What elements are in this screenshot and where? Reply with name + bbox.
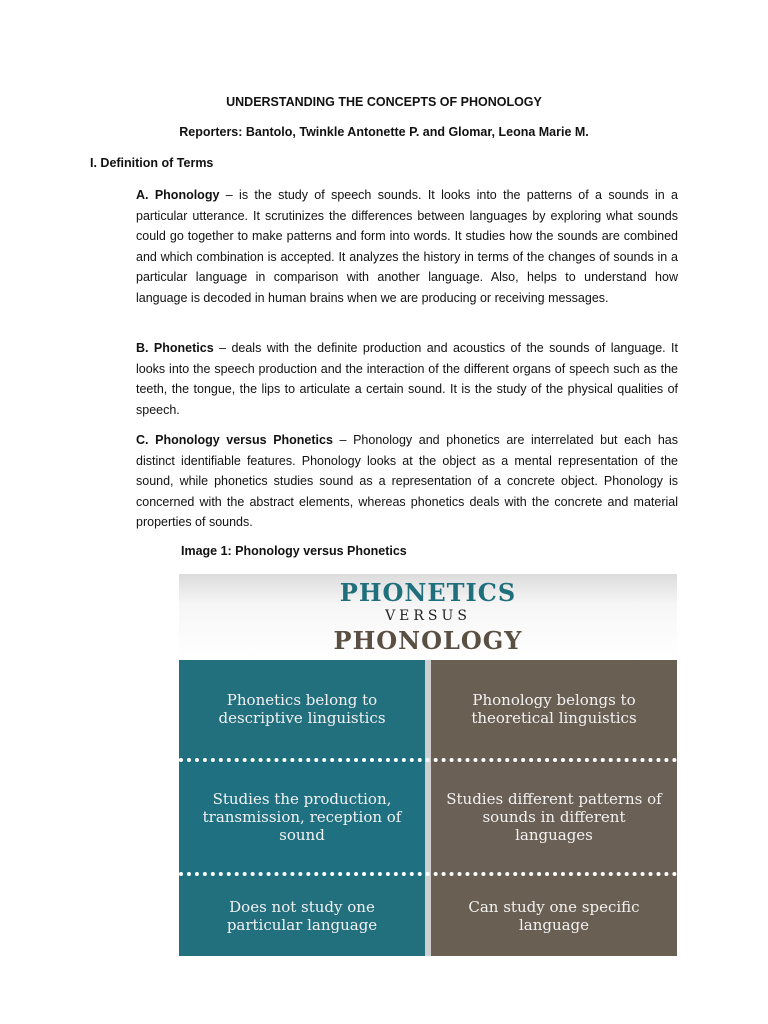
phonology-row bbox=[431, 764, 677, 870]
phonology-row bbox=[431, 660, 677, 758]
phonetics-row-text: Studies the production, transmission, reception of sound bbox=[202, 790, 402, 844]
phonology-row bbox=[431, 876, 677, 956]
infographic-title-phonetics: PHONETICS bbox=[339, 578, 517, 607]
phonetics-row bbox=[179, 764, 425, 870]
phonology-row-text: Can study one specific language bbox=[468, 898, 640, 934]
phonology-row-text: Phonology belongs to theoretical linguistics bbox=[471, 691, 637, 727]
comparison-infographic bbox=[179, 574, 677, 956]
section-heading: I. Definition of Terms bbox=[90, 156, 214, 170]
phonetics-row bbox=[179, 876, 425, 956]
definition-text: – deals with the definite production and acoustics of the sounds of language. It looks into the speech production and the interaction of the different organs of speech such as the teeth, the tongue, the lips to articulate a certain sound. It is the study of the physical qualities of speech. bbox=[136, 341, 678, 417]
phonology-row-text: Studies different patterns of sounds in different languages bbox=[446, 790, 662, 844]
dotted-divider bbox=[179, 872, 677, 876]
definition-term: B. Phonetics bbox=[136, 341, 214, 355]
phonetics-row-text: Does not study one particular language bbox=[226, 898, 378, 934]
dotted-divider bbox=[179, 758, 677, 762]
definition-comparison bbox=[136, 430, 678, 533]
definition-phonetics bbox=[136, 338, 678, 420]
phonetics-column bbox=[179, 660, 425, 956]
phonology-column bbox=[431, 660, 677, 956]
image-caption: Image 1: Phonology versus Phonetics bbox=[181, 544, 407, 558]
definition-term: C. Phonology versus Phonetics bbox=[136, 433, 333, 447]
page-title: UNDERSTANDING THE CONCEPTS OF PHONOLOGY bbox=[226, 95, 542, 109]
definition-text: – Phonology and phonetics are interrelated but each has distinct identifiable features. Phonology looks at the object as a mental representation of the sound, while phonetics studies sound as a representation of a concrete object. Phonology is concerned with the abstract elements, whereas phonetics deals with the concrete and material properties of sounds. bbox=[136, 433, 678, 530]
phonetics-row bbox=[179, 660, 425, 758]
definition-phonology bbox=[136, 185, 678, 309]
definition-text: – is the study of speech sounds. It looks into the patterns of a sounds in a particular utterance. It scrutinizes the differences between languages by exploring what sounds could go together to make patterns and form into words. It studies how the sounds are combined and which combination is accepted. It analyzes the history in terms of the changes of sounds in a particular language in comparison with another language. Also, helps to understand how language is decoded in human brains when we are producing or receiving messages. bbox=[136, 188, 678, 305]
infographic-title-versus: VERSUS bbox=[385, 608, 471, 624]
infographic-title-phonology: PHONOLOGY bbox=[333, 626, 523, 655]
definition-term: A. Phonology bbox=[136, 188, 220, 202]
infographic-header bbox=[179, 574, 677, 660]
phonetics-row-text: Phonetics belong to descriptive linguistics bbox=[218, 691, 386, 727]
reporters-line: Reporters: Bantolo, Twinkle Antonette P. and Glomar, Leona Marie M. bbox=[179, 125, 589, 139]
